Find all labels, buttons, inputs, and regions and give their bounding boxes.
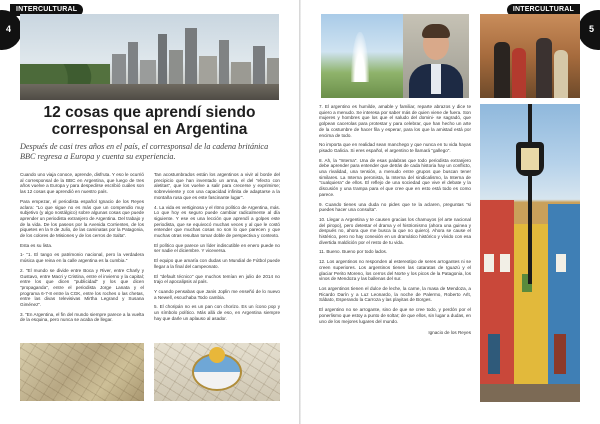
article-column-2	[154, 172, 280, 332]
paragraph: 1- "1. El tango es patrimonio nacional, pero la verdadera música que reina en la calle argentina es la cumbia."	[20, 252, 144, 264]
argentine-coat-of-arms-photo	[154, 343, 280, 401]
section-label: INTERCULTURAL	[10, 4, 83, 16]
article-column-1	[20, 172, 144, 332]
caminito-street-photo	[480, 104, 580, 402]
page-number: 4	[6, 24, 12, 34]
left-page	[0, 0, 299, 424]
paragraph: El político que parece un líder indiscutible en enero puede no ser nadie el diciembre. Y viceversa.	[154, 242, 280, 254]
article-title: 12 cosas que aprendí siendo corresponsal en Argentina	[43, 104, 256, 138]
paragraph: 11. Bueno. Bueno por todo lados.	[319, 249, 388, 255]
paragraph: 7. El argentino es humilde, amable y familiar, repartе abrazos y dice te quiero a menudo. Se interesa por saber más de quien viene de fuera. Son mujeres y hombres que los que el saludo del domini- se sagradó, que golpean cacerolas para protestar y para celebrar, que han hecho un arte de la costumbre de hacer fila y esperar, para los que la amistad está por encima de todo.	[319, 104, 471, 138]
paragraph: Para empezar, el periodista español Ignacio de los Reyes aclara: "Lo que sigue no es más que un compendio muy subjetivo (y algo nostálgico) sobre algunas cosas que puede aprender un periodista extranjero de Argentina. Del trabajo y de la vida. De los paseos por la Avenida Corrientes, de los piquetes en la 9 de Julio, de las caminatas por la Patagonia, de los colores de Misiones y de los cerros de Salta".	[20, 198, 144, 239]
right-page	[301, 0, 600, 424]
paragraph: Esta es su lista.	[20, 242, 53, 248]
author-signature: Ignacio de los Reyes	[428, 330, 471, 336]
paragraph: 10. Llegar a Argentina y te causen gracias los chamuyos (el arte nacional del piropo), pero detestar el drama y el histrionismo (ahora una guinea y después no, ahora que me busca la que no quiero). Ahora se cause el histérico, pero no hay conexión en un dramático histórico y vívido con esa divertida maldición por el resto de tu vida.	[319, 216, 471, 245]
paragraph: El equipo que amaría con dudas un Mundial de Fútbol puede llegar a la final del campeonato.	[154, 258, 280, 269]
paragraph: 12. Los argentinos no responden al estereotipo de seres arrogantes ni se creen superiores. Los argentinos tienen las cataratas de Iguazú y el glaciar Perito Moreno, los cerros del Norte y los picos de la Patagonia, los vinos de Mendoza y las ballenas del sur.	[319, 259, 471, 282]
paragraph: Y cuando pensabas que Janis Joplin me enseñó de lo nuevo a Newell, escuchaba Todo cambia.	[154, 288, 280, 300]
vintage-map-photo	[20, 343, 144, 401]
paragraph: Cuando uno viaja conoce, aprende, disfruta. Y eso le ocurrió al corresponsal de la BBC en Argentina, que luego de tres años vuelve a Europa y para despedirse escribió cuáles son las 12 cosas que aprendió en nuestro país.	[20, 172, 144, 195]
paragraph: El argentino no se arrogante, sino de que se cree todo, y perdón por el ponerlismo que estoy a punto de soltar; de que ellos, sin lugar a dudas, en uno de los mejores lugares del mundo.	[319, 307, 471, 324]
section-label: INTERCULTURAL	[507, 4, 580, 16]
paragraph: No importa que en realidad sean manchego y que nunca en tu vida hayas pisado Galicia. Si eres español, el argentino te llamará "gallego".	[319, 142, 471, 153]
paragraph: Tan acostumbrados están los argentinos a vivir al borde del precipicio que han inventado un arma, el del "efecto con aletitas", que los vuelve a salir para crecerse y exprimirse; sobreviviente y con una capacidad infinita de adaptarse a la montaña rusa que es este fascinante lugar".	[154, 172, 280, 200]
tango-dancers-photo	[480, 14, 580, 98]
buenos-aires-skyline-photo	[20, 14, 279, 100]
page-number: 5	[588, 24, 594, 34]
author-portrait-photo	[403, 14, 469, 98]
article-subtitle: Después de casi tres años en el país, el corresponsal de la cadena británica BBC regresa a Europa y cuenta su experiencia.	[20, 142, 269, 161]
paragraph: 8. Ah, la "Internа". Una de esas palabras que todo periodista extranjero debe aprender para entender que detrás de cada historia hay un conflicto, una rivalidad, una tensión, a menudo entre grupos que buscan tener similares. La Interna peronista, la Interna del sindicalismo, la Interna de "cualquiera" de ellos. El reflejo de una sociedad que vive el debate y la discusión y una trampa para el que cree que en esto está todo es como parece.	[319, 157, 471, 197]
paragraph: El "default técnico" que muchos temían en julio de 2014 no trajo el apocalipsis al país.	[154, 273, 280, 285]
street-lamp-post	[528, 104, 532, 284]
paragraph: Los argentinos tienen el dulce de leche, la carne, la masa de Mendoza, a Ricardo Darín y a Luz Leonardo, la noche de Palermo, Roberto Arlt, Sábato, Esperando la Carroza y las playitas de Borges.	[319, 285, 471, 303]
paragraph: 9. Cuando tienes una duda no pides que te la aclaren, preguntas "si puedes hacer una consulta".	[319, 201, 471, 213]
paragraph: 3. "En Argentina, el fin del mundo siempre parece a la vuelta de la esquina, pero nunca se acaba de llegar.	[20, 311, 144, 323]
sun-icon	[209, 347, 225, 363]
fountain-photo	[321, 14, 403, 98]
article-column-3	[319, 104, 471, 394]
paragraph: 5. El choripán no es un pan con chorizo. Es un ícono pop y un símbolo político. Más allá de eso, en Argentina siempre hay que darle un aplauso al asador.	[154, 304, 280, 321]
paragraph: 2. "El mundo se divide entre Boca y River, entre Charly y Gustavo, entre Macri y Cristina, entre el invierno y la capital; entre los que dicen "publicidad" y los que dicen "propaganda", entre el periodista Jorge Lanata y el programa 6-7-8 entre la CGK, entre los roches o las chetas, entre las divas televisivas Mirtha Legrand y Susana Giménez".	[20, 267, 144, 308]
paragraph: 4. La vida es vertiginosa y el ritmo político de Argentina, más. Lo que hoy es seguro puede cambiar radicalmente al día siguiente. Y ese es una lección que aprendí a golpes este periodista, que se equivocó muchas veces y al que le costó entender que muchas cosas no son lo que parecen y que muchas otras resultan tomar doble de perspectiva y contexto.	[154, 204, 280, 239]
